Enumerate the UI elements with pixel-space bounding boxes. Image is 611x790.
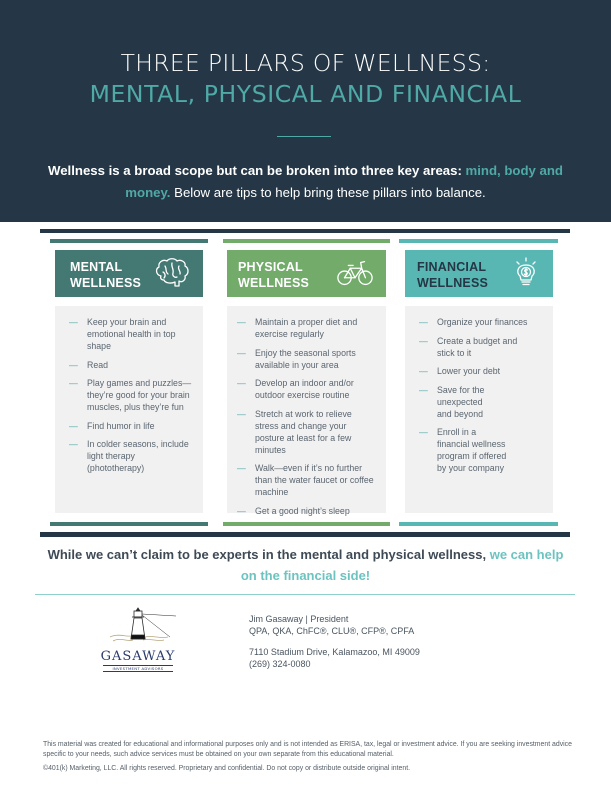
gasaway-logo (98, 607, 178, 673)
financial-title: FINANCIAL WELLNESS (417, 260, 489, 290)
dash-bullet-icon: — (237, 378, 246, 388)
list-item: — Stretch at work to relieve stress and change your posture at least for a few minutes (237, 408, 352, 455)
dash-bullet-icon: — (69, 359, 78, 370)
mental-header (55, 250, 203, 297)
financial-top-bar (399, 239, 558, 243)
list-item: — Organize your finances (419, 317, 528, 327)
list-item: — Walk—even if it’s no further than the water faucet or coffee machine (237, 463, 374, 497)
financial-tips-panel (405, 306, 553, 513)
dash-bullet-icon: — (237, 317, 246, 327)
list-item: — Get a good night’s sleep (237, 505, 350, 516)
title-divider (277, 136, 331, 137)
dash-bullet-icon: — (419, 366, 428, 376)
mental-title: MENTAL WELLNESS (70, 260, 142, 290)
lighthouse-icon (98, 607, 178, 649)
logo-subtitle: INVESTMENT ADVISORS (103, 665, 173, 672)
intro-bold: Wellness is a broad scope but can be broken into three key areas: (48, 163, 466, 178)
list-item: — Create a budget and stick to it (419, 335, 518, 358)
closing-statement (40, 544, 571, 586)
list-item: — Save for the unexpected and beyond (419, 384, 485, 419)
intro-accent: mind, body and money. (125, 163, 563, 200)
intro-rest: Below are tips to help bring these pillars into balance. (170, 185, 486, 200)
page-title: THREE PILLARS OF WELLNESS: (120, 49, 491, 77)
closing-main: While we can’t claim to be experts in the mental and physical wellness, (47, 547, 490, 562)
dash-bullet-icon: — (237, 347, 246, 358)
dash-bullet-icon: — (419, 317, 428, 327)
dash-bullet-icon: — (419, 335, 428, 346)
mental-tips-panel (55, 306, 203, 513)
intro-text (40, 160, 571, 204)
mental-tips-list (55, 306, 203, 474)
financial-tips-list (405, 306, 553, 474)
dash-bullet-icon: — (69, 420, 78, 431)
list-item: — Find humor in life (69, 420, 155, 431)
advisor-phone: (269) 324-0080 (249, 659, 311, 669)
dash-bullet-icon: — (69, 317, 78, 327)
dash-bullet-icon: — (237, 505, 246, 516)
advisor-credentials: QPA, QKA, ChFC®, CLU®, CFP®, CPFA (249, 626, 415, 636)
copyright-text: ©401(k) Marketing, LLC. All rights reserved. Proprietary and confidential. Do not copy or distribute outside original intent. (43, 765, 411, 772)
list-item: — Lower your debt (419, 366, 501, 376)
dash-bullet-icon: — (237, 408, 246, 419)
disclaimer-text: This material was created for educational and informational purposes only and is not intended as ERISA, tax, legal or investment advice. If you are seeking investment advice specific to your needs, such advice services must be obtained on your own separate from this educational material. (43, 741, 572, 758)
mental-top-bar (50, 239, 208, 243)
logo-name: GASAWAY (100, 649, 176, 664)
list-item: — Develop an indoor and/or outdoor exercise routine (237, 378, 354, 400)
mental-bottom-bar (50, 522, 208, 526)
physical-tips-list (227, 306, 386, 517)
disclaimer (43, 740, 578, 774)
list-item: — Enroll in a financial wellness program if offered by your company (419, 427, 507, 473)
dash-bullet-icon: — (237, 463, 246, 473)
list-item: — In colder seasons, include light therapy (phototherapy) (69, 439, 189, 473)
physical-header (227, 250, 386, 297)
financial-bottom-bar (399, 522, 558, 526)
bottom-rule (40, 532, 570, 537)
brain-icon (153, 256, 191, 290)
advisor-address: 7110 Stadium Drive, Kalamazoo, MI 49009 (249, 647, 420, 657)
physical-title: PHYSICAL WELLNESS (238, 260, 310, 290)
list-item: — Enjoy the seasonal sports available in your area (237, 347, 356, 370)
list-item: — Read (69, 359, 109, 370)
advisor-contact (249, 613, 420, 670)
lightbulb-dollar-icon (507, 256, 545, 290)
financial-header (405, 250, 553, 297)
advisor-name: Jim Gasaway | President (249, 614, 349, 624)
page-subtitle: MENTAL, PHYSICAL AND FINANCIAL (89, 80, 522, 108)
dash-bullet-icon: — (419, 427, 428, 437)
dash-bullet-icon: — (69, 439, 78, 449)
bicycle-icon (336, 256, 374, 290)
closing-accent: we can help on the financial side! (240, 547, 564, 583)
dash-bullet-icon: — (419, 384, 428, 395)
list-item: — Keep your brain and emotional health in top shape (69, 317, 176, 351)
list-item: — Maintain a proper diet and exercise regularly (237, 317, 358, 339)
hero-banner (0, 0, 611, 222)
physical-bottom-bar (223, 522, 390, 526)
top-rule (40, 229, 570, 233)
list-item: — Play games and puzzles—they’re good for your brain muscles, plus they’re fun (69, 378, 192, 412)
physical-tips-panel (227, 306, 386, 516)
physical-top-bar (223, 239, 390, 243)
closing-divider (35, 594, 575, 595)
dash-bullet-icon: — (69, 378, 78, 388)
